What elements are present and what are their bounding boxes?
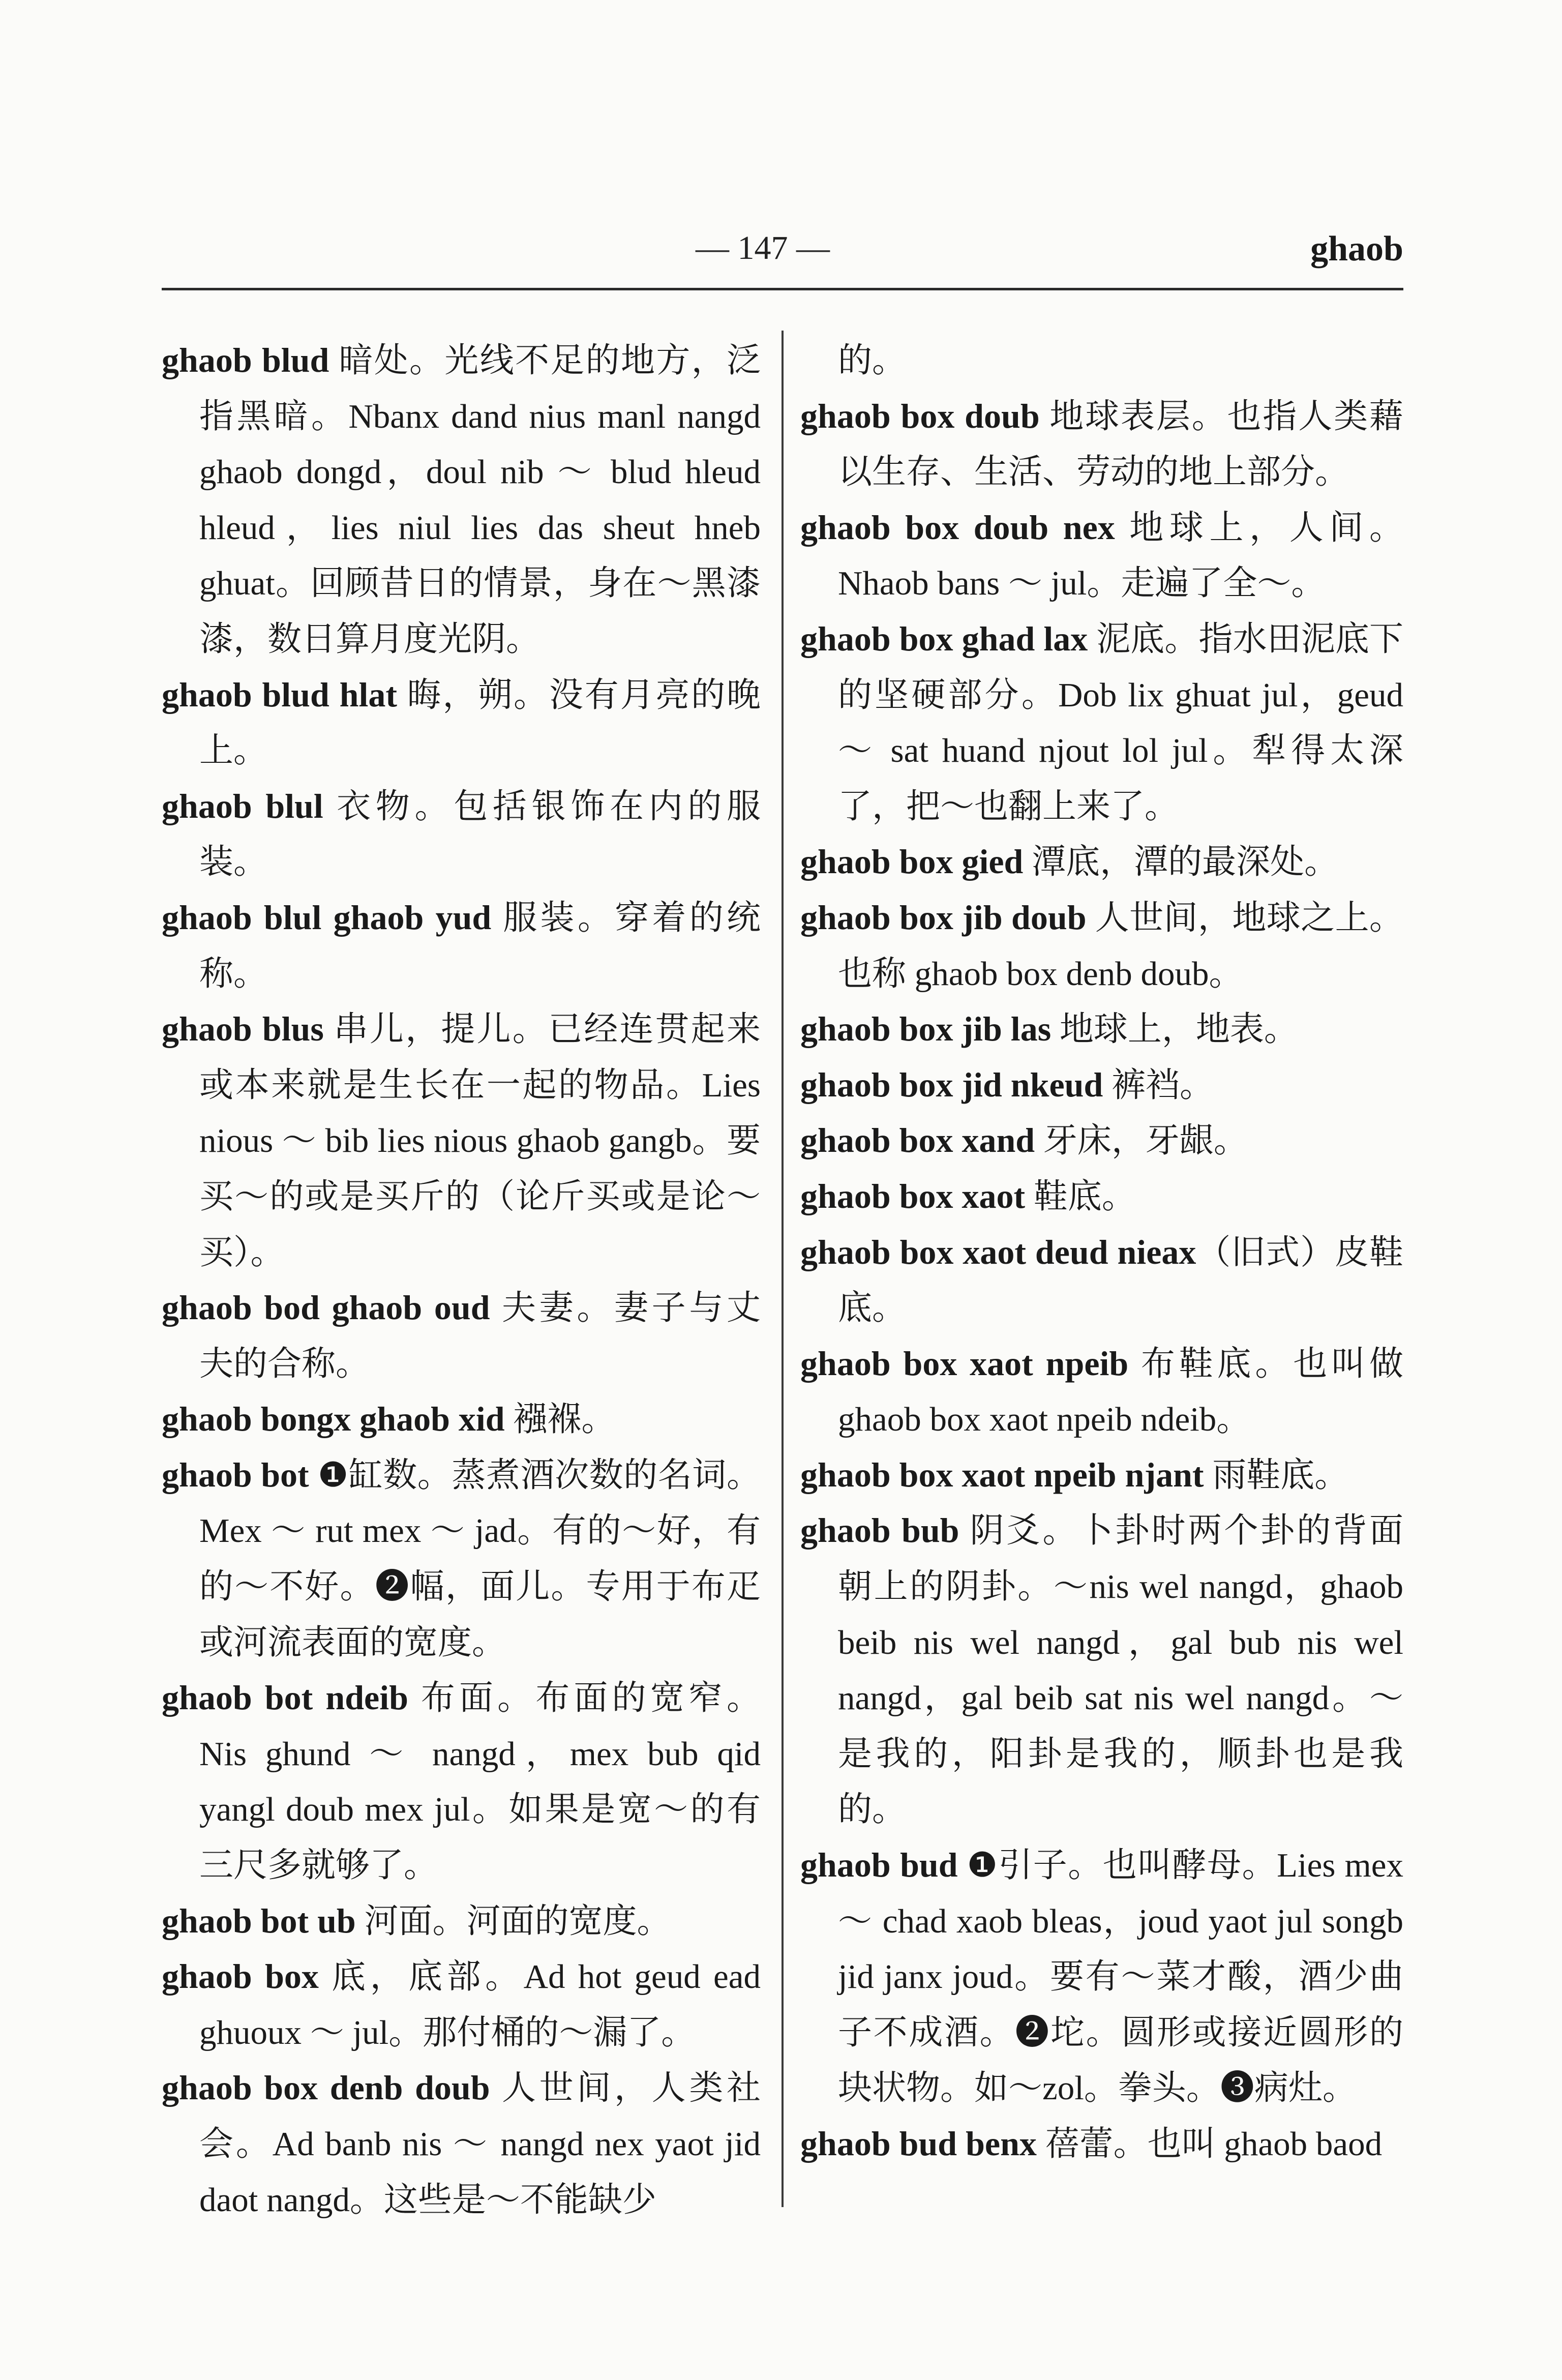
dictionary-entry bbox=[800, 1113, 1403, 1169]
dictionary-entry bbox=[800, 890, 1403, 1001]
dictionary-entry-continuation bbox=[800, 333, 1403, 389]
definition: ❶引子。也叫酵母。Lies mex ～ chad xaob bleas，joud yaot jul songb jid janx joud。要有～菜才酸，酒少曲子不成酒。❷坨。圆形或接近圆形的块状物。如～zol。拳头。❸病灶。 bbox=[838, 1847, 1403, 2107]
headword: ghaob box gied bbox=[800, 842, 1024, 881]
headword: ghaob bub bbox=[800, 1511, 959, 1550]
dictionary-entry bbox=[162, 2060, 761, 2227]
definition: 衣物。包括银饰在内的服装。 bbox=[199, 787, 761, 881]
headword: ghaob blus bbox=[162, 1009, 324, 1049]
dictionary-entry bbox=[800, 1837, 1403, 2116]
definition: 晦，朔。没有月亮的晚上。 bbox=[199, 676, 761, 770]
headword: ghaob box bbox=[162, 1957, 319, 1996]
dictionary-entry bbox=[162, 667, 761, 779]
definition: 串儿，提儿。已经连贯起来或本来就是生长在一起的物品。Lies nious ～ bib lies nious ghaob gangb。要买～的或是买斤的（论斤买或是论～买）。 bbox=[199, 1010, 761, 1271]
dictionary-entry bbox=[162, 1391, 761, 1447]
dictionary-entry bbox=[162, 779, 761, 890]
definition: 地球上，地表。 bbox=[1051, 1010, 1298, 1049]
definition: 襁褓。 bbox=[504, 1401, 616, 1439]
headword: ghaob box xaot npeib njant bbox=[800, 1455, 1204, 1494]
definition: 牙床，牙龈。 bbox=[1035, 1122, 1248, 1160]
headword: ghaob blul ghaob yud bbox=[162, 898, 492, 937]
dictionary-entry bbox=[162, 890, 761, 1001]
page-number: — 147 — bbox=[696, 229, 830, 266]
definition: 雨鞋底。 bbox=[1204, 1456, 1349, 1494]
dictionary-entry bbox=[800, 1057, 1403, 1113]
definition: 裤裆。 bbox=[1103, 1066, 1214, 1104]
headword: ghaob bud bbox=[800, 1846, 958, 1885]
headword: ghaob box doub bbox=[800, 396, 1040, 435]
dictionary-entry bbox=[800, 1225, 1403, 1336]
dictionary-entry bbox=[800, 500, 1403, 611]
headword: ghaob box denb doub bbox=[162, 2068, 490, 2107]
dictionary-entry bbox=[162, 1447, 761, 1670]
definition: 泥底。指水田泥底下的坚硬部分。Dob lix ghuat jul，geud ～ sat huand njout lol jul。犁得太深了，把～也翻上来了。 bbox=[838, 620, 1403, 825]
headword: ghaob bot ub bbox=[162, 1901, 356, 1940]
definition: 底，底部。Ad hot geud ead ghuoux ～ jul。那付桶的～漏了。 bbox=[199, 1958, 761, 2051]
definition: 潭底，潭的最深处。 bbox=[1023, 843, 1339, 881]
dictionary-entry bbox=[800, 389, 1403, 500]
definition: 布面。布面的宽窄。Nis ghund ～ nangd，mex bub qid yangl doub mex jul。如果是宽～的有三尺多就够了。 bbox=[199, 1679, 761, 1885]
definition: 的。 bbox=[838, 342, 906, 379]
definition: 暗处。光线不足的地方，泛指黑暗。Nbanx dand nius manl nangd ghaob dongd，doul nib ～ blud hleud hleud，lies niul lies das sheut hneb ghuat。回顾昔日的情景，身在～黑漆漆，数日算月度光阴。 bbox=[199, 342, 761, 658]
headword: ghaob box ghad lax bbox=[800, 619, 1088, 658]
header-rule bbox=[162, 288, 1403, 290]
dictionary-entry bbox=[800, 1001, 1403, 1057]
right-column bbox=[800, 333, 1403, 2296]
dictionary-entry bbox=[800, 2116, 1403, 2172]
dictionary-entry bbox=[800, 1503, 1403, 1837]
definition: 地球上，人间。Nhaob bans ～ jul。走遍了全～。 bbox=[838, 509, 1403, 603]
headword: ghaob bud benx bbox=[800, 2124, 1037, 2163]
left-column bbox=[162, 333, 761, 2296]
definition: 人世间，人类社会。Ad banb nis ～ nangd nex yaot jid daot nangd。这些是～不能缺少 bbox=[199, 2069, 761, 2219]
definition: ❶缸数。蒸煮酒次数的名词。Mex ～ rut mex ～ jad。有的～好，有的～不好。❷幅，面儿。专用于布疋或河流表面的宽度。 bbox=[199, 1456, 761, 1661]
dictionary-entry bbox=[800, 834, 1403, 890]
column-divider bbox=[782, 331, 784, 2207]
definition: 夫妻。妻子与丈夫的合称。 bbox=[199, 1289, 761, 1383]
headword: ghaob box jib las bbox=[800, 1009, 1052, 1049]
definition: 服装。穿着的统称。 bbox=[199, 899, 761, 993]
headword: ghaob box xaot npeib bbox=[800, 1344, 1129, 1383]
dictionary-entry bbox=[800, 1447, 1403, 1503]
definition: （旧式）皮鞋底。 bbox=[838, 1233, 1403, 1327]
dictionary-entry bbox=[162, 1893, 761, 1949]
headword: ghaob box jid nkeud bbox=[800, 1065, 1103, 1104]
dictionary-entry bbox=[162, 1949, 761, 2060]
dictionary-entry bbox=[162, 1670, 761, 1893]
headword: ghaob blud hlat bbox=[162, 675, 397, 714]
definition: 地球表层。也指人类藉以生存、生活、劳动的地上部分。 bbox=[838, 397, 1403, 491]
definition: 人世间，地球之上。也称 ghaob box denb doub。 bbox=[838, 899, 1403, 993]
definition: 蓓蕾。也叫 ghaob baod bbox=[1036, 2125, 1383, 2163]
headword: ghaob box xaot bbox=[800, 1176, 1026, 1215]
definition: 阴爻。卜卦时两个卦的背面朝上的阴卦。～nis wel nangd，ghaob beib nis wel nangd，gal bub nis wel nangd，gal beib sat nis wel nangd。～是我的，阳卦是我的，顺卦也是我的。 bbox=[838, 1512, 1403, 1829]
dictionary-entry bbox=[800, 1336, 1403, 1447]
running-head: ghaob bbox=[1310, 229, 1403, 269]
headword: ghaob bongx ghaob xid bbox=[162, 1400, 505, 1439]
headword: ghaob bod ghaob oud bbox=[162, 1288, 490, 1327]
dictionary-entry bbox=[800, 611, 1403, 834]
definition: 河面。河面的宽度。 bbox=[355, 1902, 671, 1940]
headword: ghaob box xaot deud nieax bbox=[800, 1232, 1196, 1271]
headword: ghaob blul bbox=[162, 786, 323, 825]
definition: 鞋底。 bbox=[1025, 1177, 1136, 1215]
dictionary-entry bbox=[162, 1001, 761, 1280]
page-header bbox=[162, 214, 1403, 285]
headword: ghaob box xand bbox=[800, 1121, 1035, 1160]
dictionary-entry bbox=[800, 1169, 1403, 1225]
headword: ghaob blud bbox=[162, 341, 329, 379]
dictionary-entry bbox=[162, 333, 761, 667]
definition: 布鞋底。也叫做 ghaob box xaot npeib ndeib。 bbox=[838, 1345, 1403, 1439]
headword: ghaob box doub nex bbox=[800, 508, 1115, 547]
dictionary-entry bbox=[162, 1280, 761, 1391]
headword: ghaob bot bbox=[162, 1455, 309, 1494]
headword: ghaob box jib doub bbox=[800, 898, 1087, 937]
headword: ghaob bot ndeib bbox=[162, 1678, 408, 1717]
